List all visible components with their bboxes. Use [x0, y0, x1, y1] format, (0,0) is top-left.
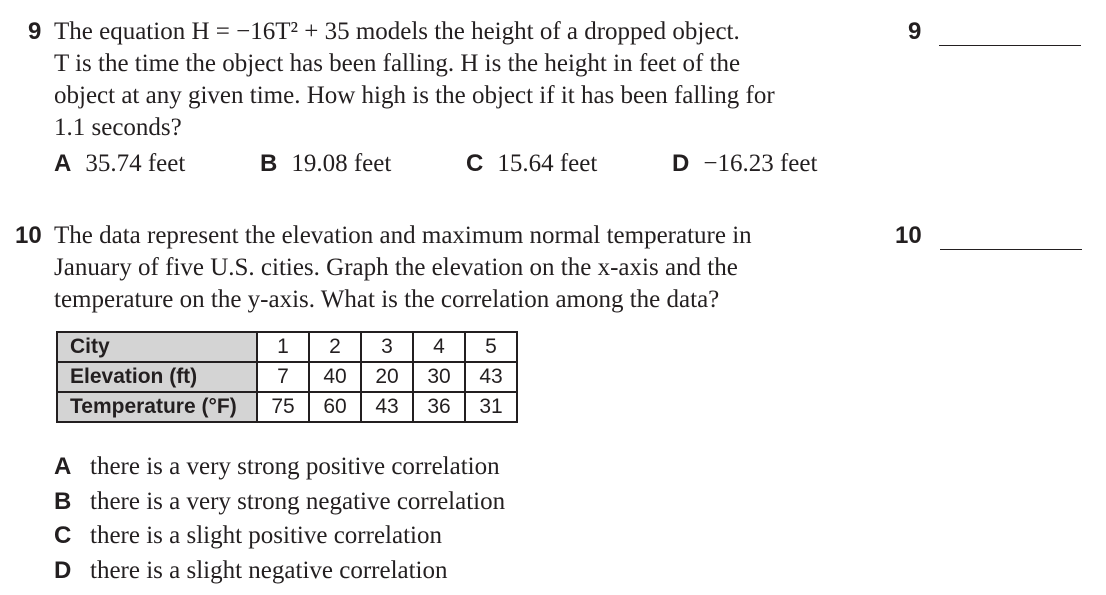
question-9-choice-a[interactable] [54, 148, 260, 180]
question-9-number: 9 [28, 18, 42, 45]
choice-text: there is a slight negative correlation [90, 556, 448, 584]
table-cell: 60 [309, 392, 361, 422]
question-10-stem [54, 220, 874, 316]
choice-text: there is a very strong negative correlation [90, 487, 506, 515]
table-cell: 31 [465, 392, 517, 422]
table-row-elevation [57, 362, 517, 392]
choice-letter: C [466, 150, 484, 177]
answer-blank[interactable] [940, 227, 1082, 250]
row-header: Elevation (ft) [57, 362, 257, 392]
question-10-choice-c[interactable] [54, 520, 505, 555]
choice-letter: B [54, 487, 72, 515]
question-10-choice-a[interactable] [54, 451, 505, 486]
answer-label: 10 [895, 222, 922, 249]
answer-blank[interactable] [939, 23, 1081, 46]
table-cell: 20 [361, 362, 413, 392]
question-10-choice-d[interactable] [54, 555, 505, 590]
choice-text: −16.23 feet [703, 150, 818, 177]
question-9-stem-line-2: T is the time the object has been falling. H is the height in feet of the [54, 50, 741, 77]
choice-text: 15.64 feet [497, 150, 598, 177]
question-9-choice-d[interactable] [672, 148, 817, 180]
table-cell: 43 [361, 392, 413, 422]
question-9-choice-b[interactable] [260, 148, 466, 180]
question-9-stem [54, 16, 874, 144]
choice-text: there is a very strong positive correlation [90, 453, 500, 480]
choice-letter: D [672, 150, 690, 177]
city-data-table [56, 331, 518, 423]
table-row-temperature [57, 392, 517, 422]
table-cell: 5 [465, 332, 517, 362]
table-cell: 40 [309, 362, 361, 392]
question-9-stem-line-4: 1.1 seconds? [54, 114, 182, 141]
table-cell: 30 [413, 362, 465, 392]
question-9-stem-line-3: object at any given time. How high is the object if it has been falling for [54, 82, 775, 109]
choice-text: 19.08 feet [291, 150, 392, 177]
table-cell: 43 [465, 362, 517, 392]
answer-label: 9 [908, 18, 922, 45]
table-cell: 36 [413, 392, 465, 422]
question-9-choice-c[interactable] [466, 148, 672, 180]
question-10-stem-line-2: January of five U.S. cities. Graph the elevation on the x-axis and the [54, 254, 738, 281]
choice-letter: A [54, 453, 72, 480]
question-9-answer [908, 18, 1081, 46]
choice-letter: C [54, 522, 72, 549]
table-cell: 2 [309, 332, 361, 362]
choice-text: there is a slight positive correlation [90, 522, 442, 549]
question-10-stem-line-3: temperature on the y-axis. What is the correlation among the data? [54, 286, 720, 313]
row-header: Temperature (°F) [57, 392, 257, 422]
question-10-choices [54, 451, 505, 589]
table-row-city [57, 332, 517, 362]
question-10-number: 10 [15, 222, 42, 249]
choice-letter: B [260, 150, 278, 177]
table-cell: 4 [413, 332, 465, 362]
choice-letter: D [54, 556, 72, 584]
choice-letter: A [54, 150, 72, 177]
question-10-stem-line-1: The data represent the elevation and maximum normal temperature in [54, 222, 752, 249]
row-header: City [57, 332, 257, 362]
question-10-answer [895, 222, 1082, 250]
table-cell: 7 [257, 362, 309, 392]
question-9-choices [54, 148, 817, 180]
table-cell: 1 [257, 332, 309, 362]
question-9-stem-line-1: The equation H = −16T² + 35 models the height of a dropped object. [54, 18, 740, 45]
question-10-choice-b[interactable] [54, 486, 505, 521]
table-cell: 3 [361, 332, 413, 362]
table-cell: 75 [257, 392, 309, 422]
choice-text: 35.74 feet [85, 150, 186, 177]
